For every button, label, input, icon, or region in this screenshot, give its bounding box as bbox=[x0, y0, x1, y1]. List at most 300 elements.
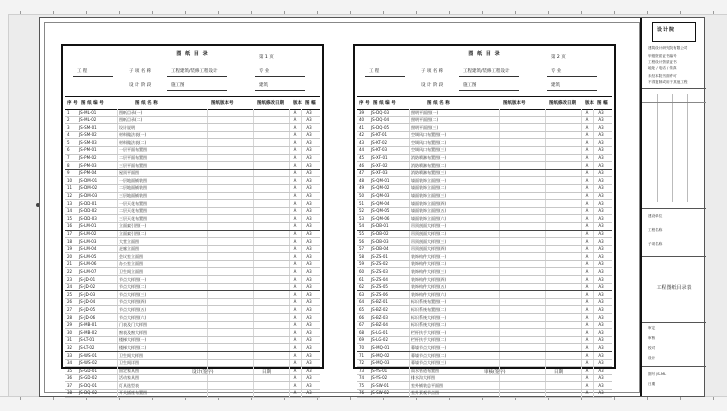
drawing-name: 标识系统布置图(一) bbox=[411, 299, 447, 305]
sheet-size: A3 bbox=[598, 223, 604, 229]
table-row[interactable] bbox=[357, 344, 612, 352]
row-number: 3 bbox=[67, 124, 70, 130]
drawing-name: 空调风口布置图(三) bbox=[411, 147, 447, 153]
drawing-name: 装饰构件大样图(六) bbox=[411, 291, 447, 297]
sheet-size: A3 bbox=[598, 124, 604, 130]
sheet-size: A3 bbox=[598, 170, 604, 176]
drawing-code: JS-BZ-03 bbox=[371, 314, 388, 320]
drawing-name: 一层天花布置图 bbox=[119, 200, 147, 206]
meta-subproject-value: 工程建筑/装修工程设计 bbox=[171, 69, 218, 74]
drawing-name: 栏杆扶手大样图(二) bbox=[411, 337, 447, 343]
table-row[interactable] bbox=[65, 231, 320, 239]
notes-line-2: 不得复制或用于其他工程 bbox=[648, 80, 688, 84]
sheet-size: A3 bbox=[598, 177, 604, 183]
row-number: 63 bbox=[359, 291, 365, 297]
drawing-code: JS-LT-02 bbox=[79, 344, 95, 350]
table-row[interactable] bbox=[357, 382, 612, 390]
drawing-version: A bbox=[585, 170, 589, 176]
drawing-name: 墙面装饰立面图(五) bbox=[411, 208, 447, 214]
table-row[interactable] bbox=[357, 124, 612, 132]
row-number: 46 bbox=[359, 162, 365, 168]
table-row[interactable] bbox=[65, 382, 320, 390]
drawing-name: 装饰构件大样图(二) bbox=[411, 261, 447, 267]
table-row[interactable] bbox=[65, 352, 320, 360]
table-row[interactable] bbox=[65, 261, 320, 269]
drawing-version: A bbox=[585, 253, 589, 259]
sign-line-3: 校对 bbox=[648, 346, 656, 350]
row-number: 21 bbox=[67, 261, 73, 267]
meta-stage-label: 设 计 阶 段 bbox=[421, 83, 444, 88]
sheet-size: A3 bbox=[598, 200, 604, 206]
table-row[interactable] bbox=[65, 208, 320, 216]
drawing-version: A bbox=[293, 390, 297, 396]
sheet-size: A3 bbox=[598, 367, 604, 373]
table-row[interactable] bbox=[65, 193, 320, 201]
drawing-version: A bbox=[293, 124, 297, 130]
drawing-code: JS-DQ-01 bbox=[79, 382, 98, 388]
title-block-drawing-title bbox=[642, 256, 706, 323]
table-row[interactable] bbox=[65, 299, 320, 307]
drawing-name: 墙面装饰立面图(四) bbox=[411, 200, 447, 206]
sheet-size: A3 bbox=[306, 390, 312, 396]
drawing-code: JS-QM-01 bbox=[371, 177, 390, 183]
drawing-version: A bbox=[585, 162, 589, 168]
row-number: 45 bbox=[359, 155, 365, 161]
project-line-2: 工程名称 bbox=[648, 228, 663, 232]
ruler-tick bbox=[680, 397, 681, 400]
company-logo bbox=[652, 22, 696, 42]
drawing-name: 消防喷淋布置图(三) bbox=[411, 170, 447, 176]
drawing-code: JS-QM-02 bbox=[371, 185, 390, 191]
table-row[interactable] bbox=[65, 276, 320, 284]
meta-underline bbox=[547, 90, 597, 91]
drawing-name: 楼梯大样图(一) bbox=[119, 337, 147, 343]
ruler-tick bbox=[614, 11, 615, 14]
drawing-version: A bbox=[293, 284, 297, 290]
row-number: 61 bbox=[359, 276, 365, 282]
drawing-code: JS-LM-06 bbox=[79, 261, 97, 267]
table-row[interactable] bbox=[65, 253, 320, 261]
meta-underline bbox=[365, 76, 405, 77]
drawing-code: JS-LM-03 bbox=[79, 238, 97, 244]
table-row[interactable] bbox=[357, 276, 612, 284]
table-row[interactable] bbox=[357, 238, 612, 246]
drawing-code: JS-QM-05 bbox=[371, 208, 390, 214]
table-row[interactable] bbox=[65, 344, 320, 352]
drawing-version: A bbox=[585, 367, 589, 373]
table-row[interactable] bbox=[357, 246, 612, 254]
header-size: 图 幅 bbox=[305, 101, 316, 106]
drawing-version: A bbox=[293, 223, 297, 229]
row-number: 72 bbox=[359, 360, 365, 366]
sheet-size: A3 bbox=[598, 253, 604, 259]
drawing-code: JS-XF-02 bbox=[371, 162, 388, 168]
row-number: 48 bbox=[359, 177, 365, 183]
drawing-version: A bbox=[585, 223, 589, 229]
sheet-size: A3 bbox=[598, 306, 604, 312]
ruler-tick bbox=[251, 11, 252, 14]
table-row[interactable] bbox=[357, 200, 612, 208]
drawing-version: A bbox=[585, 314, 589, 320]
drawing-code: JS-BZ-04 bbox=[371, 322, 388, 328]
drawing-name: 固定家具图 bbox=[119, 367, 139, 373]
table-row[interactable] bbox=[357, 337, 612, 345]
drawing-version: A bbox=[585, 291, 589, 297]
sheet-size: A3 bbox=[306, 238, 312, 244]
drawing-version: A bbox=[293, 306, 297, 312]
header-no: 序 号 bbox=[67, 101, 78, 106]
table-row[interactable] bbox=[65, 329, 320, 337]
drawing-code: JS-JD-02 bbox=[79, 284, 96, 290]
drawing-version: A bbox=[585, 147, 589, 153]
panel-2-footer-sign: 审核(签字) bbox=[484, 370, 506, 375]
drawing-version: A bbox=[293, 360, 297, 366]
ruler-tick bbox=[350, 11, 351, 14]
drawing-code: JS-DD-03 bbox=[79, 215, 97, 221]
drawing-name: 节点大样图(六) bbox=[119, 314, 147, 320]
drawing-code: JS-JD-05 bbox=[79, 306, 96, 312]
table-row[interactable] bbox=[357, 306, 612, 314]
company-line-1: 甲级资质证书编号 bbox=[648, 54, 677, 58]
drawing-name: 活动家具图 bbox=[119, 375, 139, 381]
table-row[interactable] bbox=[357, 162, 612, 170]
table-row[interactable] bbox=[65, 124, 320, 132]
drawing-code: JS-YS-01 bbox=[371, 367, 388, 373]
drawing-version: A bbox=[293, 193, 297, 199]
header-ver: 版本 bbox=[293, 101, 302, 106]
table-row[interactable] bbox=[357, 132, 612, 140]
table-row[interactable] bbox=[357, 147, 612, 155]
drawing-name: 消防喷淋布置图(一) bbox=[411, 155, 447, 161]
drawing-version: A bbox=[293, 231, 297, 236]
table-row[interactable] bbox=[357, 268, 612, 276]
title-block bbox=[640, 18, 706, 396]
drawing-code: JS-PM-01 bbox=[79, 147, 97, 153]
ruler-tick bbox=[581, 11, 582, 14]
table-row[interactable] bbox=[65, 200, 320, 208]
row-number: 67 bbox=[359, 322, 365, 328]
drawing-version: A bbox=[293, 382, 297, 388]
sheet-size: A3 bbox=[306, 352, 312, 358]
sheet-size: A3 bbox=[598, 344, 604, 350]
header-size: 图 幅 bbox=[597, 101, 608, 106]
row-number: 25 bbox=[67, 291, 73, 297]
table-row[interactable] bbox=[65, 284, 320, 292]
row-number: 27 bbox=[67, 306, 73, 312]
drawing-name: 幕墙节点大样图(一) bbox=[411, 344, 447, 350]
table-row[interactable] bbox=[357, 170, 612, 178]
drawing-version: A bbox=[585, 382, 589, 388]
table-row[interactable] bbox=[357, 284, 612, 292]
drawing-code: JS-LM-07 bbox=[79, 268, 97, 274]
drawing-name: 照明平面图(一) bbox=[411, 109, 439, 115]
drawing-name: 标识系统大样图(一) bbox=[411, 314, 447, 320]
sheet-size: A3 bbox=[306, 200, 312, 206]
footer-line-2: 日期 bbox=[648, 382, 656, 386]
drawing-name: 标识系统布置图(二) bbox=[411, 306, 447, 312]
drawing-name: 卫生间立面图 bbox=[119, 268, 143, 274]
table-row[interactable] bbox=[65, 337, 320, 345]
header-col-a: 图纸版本号 bbox=[503, 101, 526, 106]
table-row[interactable] bbox=[357, 261, 612, 269]
drawing-version: A bbox=[585, 177, 589, 183]
row-number: 39 bbox=[359, 109, 365, 115]
table-row[interactable] bbox=[65, 162, 320, 170]
drawing-version: A bbox=[585, 200, 589, 206]
drawing-name: 卫生间大样图 bbox=[119, 352, 143, 358]
sheet-size: A3 bbox=[306, 337, 312, 343]
table-row[interactable] bbox=[357, 117, 612, 125]
table-row[interactable] bbox=[65, 322, 320, 330]
drawing-name: 三层地面铺装图 bbox=[119, 193, 147, 199]
ruler-tick bbox=[416, 11, 417, 14]
drawing-name: 开关插座布置图 bbox=[119, 390, 147, 396]
table-row[interactable] bbox=[357, 322, 612, 330]
drawing-name: 门表及门大样图 bbox=[119, 322, 147, 328]
table-row[interactable] bbox=[65, 238, 320, 246]
table-row[interactable] bbox=[357, 291, 612, 299]
header-col-a: 图纸版本号 bbox=[211, 101, 234, 106]
drawing-version: A bbox=[293, 246, 297, 252]
drawing-version: A bbox=[585, 215, 589, 221]
table-row[interactable] bbox=[357, 299, 612, 307]
table-row[interactable] bbox=[357, 208, 612, 216]
sheet-size: A3 bbox=[306, 314, 312, 320]
sheet-size: A3 bbox=[598, 231, 604, 236]
drawing-code: JS-GD-02 bbox=[79, 375, 98, 381]
drawing-code: JS-QM-04 bbox=[371, 200, 390, 206]
row-number: 33 bbox=[67, 352, 73, 358]
drawing-name: 节点大样图(二) bbox=[119, 284, 147, 290]
sheet-size: A3 bbox=[306, 124, 312, 130]
drawing-name: 排水沟大样图 bbox=[411, 375, 435, 381]
table-row[interactable] bbox=[357, 109, 612, 117]
ruler-tick bbox=[515, 11, 516, 14]
row-number: 55 bbox=[359, 231, 365, 236]
title-block-footer bbox=[642, 366, 706, 396]
meta-project-label: 工 程 bbox=[369, 69, 380, 74]
sign-line-4: 设计 bbox=[648, 356, 656, 360]
drawing-version: A bbox=[585, 124, 589, 130]
drawing-name: 窗表及窗大样图 bbox=[119, 329, 147, 335]
table-row[interactable] bbox=[357, 314, 612, 322]
header-name: 图 纸 名 称 bbox=[427, 101, 450, 106]
title-block-project bbox=[642, 208, 706, 257]
table-row[interactable] bbox=[357, 253, 612, 261]
sheet-size: A3 bbox=[306, 322, 312, 328]
register-rows bbox=[65, 109, 320, 398]
drawing-version: A bbox=[585, 238, 589, 244]
table-row[interactable] bbox=[357, 193, 612, 201]
row-number: 66 bbox=[359, 314, 365, 320]
row-number: 1 bbox=[67, 109, 70, 115]
table-row[interactable] bbox=[65, 139, 320, 147]
drawing-code: JS-DB-04 bbox=[371, 246, 389, 252]
sheet-size: A3 bbox=[306, 162, 312, 168]
row-number: 65 bbox=[359, 306, 365, 312]
meta-discipline-label: 专 业 bbox=[259, 69, 270, 74]
sheet-size: A3 bbox=[598, 117, 604, 123]
drawing-name: 三层天花布置图 bbox=[119, 215, 147, 221]
row-number: 5 bbox=[67, 139, 70, 145]
table-row[interactable] bbox=[65, 215, 320, 223]
revision-header-rule bbox=[642, 102, 706, 103]
drawing-version: A bbox=[585, 322, 589, 328]
header-col-b: 图纸修改日期 bbox=[257, 101, 284, 106]
drawing-code: JS-BZ-02 bbox=[371, 306, 388, 312]
sheet-size: A3 bbox=[306, 109, 312, 115]
header-code: 图 纸 编 号 bbox=[81, 101, 104, 106]
table-row[interactable] bbox=[65, 246, 320, 254]
drawing-name: 墙面装饰立面图(六) bbox=[411, 215, 447, 221]
drawing-code: JS-MQ-02 bbox=[371, 352, 390, 358]
table-row[interactable] bbox=[357, 139, 612, 147]
sheet-size: A3 bbox=[306, 117, 312, 123]
drawing-code: JS-DB-01 bbox=[371, 223, 389, 229]
drawing-name: 图纸目录(二) bbox=[119, 117, 143, 123]
row-number: 16 bbox=[67, 223, 73, 229]
header-no: 序 号 bbox=[359, 101, 370, 106]
table-row[interactable] bbox=[357, 215, 612, 223]
drawing-version: A bbox=[585, 344, 589, 350]
table-row[interactable] bbox=[65, 132, 320, 140]
drawing-code: JS-SW-01 bbox=[371, 382, 390, 388]
row-number: 58 bbox=[359, 253, 365, 259]
table-row[interactable] bbox=[357, 177, 612, 185]
sheet-size: A3 bbox=[598, 155, 604, 161]
drawing-name: 消防喷淋布置图(二) bbox=[411, 162, 447, 168]
sheet-size: A3 bbox=[598, 329, 604, 335]
table-row[interactable] bbox=[65, 117, 320, 125]
row-number: 74 bbox=[359, 375, 365, 381]
drawing-version: A bbox=[585, 185, 589, 191]
drawing-code: JS-ZS-06 bbox=[371, 291, 388, 297]
drawing-code: JS-ZS-03 bbox=[371, 268, 388, 274]
row-number: 30 bbox=[67, 329, 73, 335]
row-number: 56 bbox=[359, 238, 365, 244]
ruler-tick bbox=[713, 397, 714, 400]
drawing-code: JS-LM-04 bbox=[79, 246, 97, 252]
table-row[interactable] bbox=[65, 306, 320, 314]
table-row[interactable] bbox=[65, 109, 320, 117]
drawing-sheet[interactable] bbox=[39, 17, 705, 397]
project-line-3: 子项名称 bbox=[648, 242, 663, 246]
sheet-size: A3 bbox=[598, 185, 604, 191]
sheet-size: A3 bbox=[306, 155, 312, 161]
drawing-name: 卫生间详图 bbox=[119, 360, 139, 366]
drawing-name: 一层地面铺装图 bbox=[119, 177, 147, 183]
drawing-code: JS-DB-03 bbox=[371, 238, 389, 244]
drawing-version: A bbox=[585, 329, 589, 335]
table-row[interactable] bbox=[357, 329, 612, 337]
row-number: 34 bbox=[67, 360, 73, 366]
drawing-code: JS-DD-02 bbox=[79, 208, 97, 214]
table-row[interactable] bbox=[65, 268, 320, 276]
table-row[interactable] bbox=[357, 185, 612, 193]
row-number: 28 bbox=[67, 314, 73, 320]
meta-project-label: 工 程 bbox=[77, 69, 88, 74]
row-number: 22 bbox=[67, 268, 73, 274]
drawing-version: A bbox=[585, 117, 589, 123]
table-row[interactable] bbox=[65, 177, 320, 185]
table-row[interactable] bbox=[357, 375, 612, 383]
drawing-name: 墙面装饰立面图(二) bbox=[411, 185, 447, 191]
row-number: 12 bbox=[67, 193, 73, 199]
panel-1-footer-sign: 设计(签字) bbox=[192, 370, 214, 375]
sheet-size: A3 bbox=[306, 367, 312, 373]
header-code: 图 纸 编 号 bbox=[373, 101, 396, 106]
sheet-size: A3 bbox=[598, 375, 604, 381]
drawing-version: A bbox=[293, 177, 297, 183]
table-row[interactable] bbox=[357, 390, 612, 398]
table-row[interactable] bbox=[357, 223, 612, 231]
drawing-name: 图纸目录(一) bbox=[119, 109, 143, 115]
meta-underline bbox=[459, 90, 519, 91]
drawing-name: 立面索引图(一) bbox=[119, 223, 147, 229]
drawing-code: JS-WS-02 bbox=[79, 360, 98, 366]
drawing-version: A bbox=[293, 200, 297, 206]
drawing-version: A bbox=[585, 208, 589, 214]
drawing-version: A bbox=[585, 360, 589, 366]
drawing-code: JS-LG-01 bbox=[371, 329, 389, 335]
table-row[interactable] bbox=[357, 360, 612, 368]
drawing-version: A bbox=[293, 215, 297, 221]
drawing-code: JS-DM-01 bbox=[79, 177, 98, 183]
sheet-size: A3 bbox=[598, 360, 604, 366]
row-number: 26 bbox=[67, 299, 73, 305]
row-number: 7 bbox=[67, 155, 70, 161]
table-row[interactable] bbox=[65, 223, 320, 231]
row-number: 8 bbox=[67, 162, 70, 168]
table-row[interactable] bbox=[65, 375, 320, 383]
table-row[interactable] bbox=[65, 155, 320, 163]
table-row[interactable] bbox=[65, 147, 320, 155]
row-number: 53 bbox=[359, 215, 365, 221]
row-number: 43 bbox=[359, 139, 365, 145]
table-row[interactable] bbox=[357, 231, 612, 239]
ruler-tick bbox=[647, 11, 648, 14]
drawing-name: 墙面装饰立面图(一) bbox=[411, 177, 447, 183]
sheet-size: A3 bbox=[598, 132, 604, 138]
drawing-code: JS-PM-02 bbox=[79, 155, 97, 161]
table-row[interactable] bbox=[65, 170, 320, 178]
row-number: 69 bbox=[359, 337, 365, 343]
table-row[interactable] bbox=[357, 155, 612, 163]
table-row[interactable] bbox=[65, 314, 320, 322]
table-row[interactable] bbox=[65, 360, 320, 368]
ruler-tick bbox=[482, 11, 483, 14]
drawing-name: 墙面装饰立面图(三) bbox=[411, 193, 447, 199]
table-row[interactable] bbox=[357, 352, 612, 360]
row-number: 29 bbox=[67, 322, 73, 328]
ruler-tick bbox=[218, 11, 219, 14]
meta-underline bbox=[255, 90, 305, 91]
row-number: 71 bbox=[359, 352, 365, 358]
table-row[interactable] bbox=[65, 185, 320, 193]
drawing-version: A bbox=[293, 299, 297, 305]
drawing-version: A bbox=[293, 170, 297, 176]
drawing-name: 吊顶剖面大样图(一) bbox=[411, 223, 447, 229]
row-number: 62 bbox=[359, 284, 365, 290]
table-row[interactable] bbox=[65, 291, 320, 299]
drawing-version: A bbox=[293, 162, 297, 168]
table-row[interactable] bbox=[65, 390, 320, 398]
meta-stage-value: 施工图 bbox=[171, 83, 185, 88]
drawing-code: JS-GD-01 bbox=[79, 367, 98, 373]
row-number: 36 bbox=[67, 375, 73, 381]
sheet-size: A3 bbox=[306, 291, 312, 297]
sheet-size: A3 bbox=[306, 253, 312, 259]
